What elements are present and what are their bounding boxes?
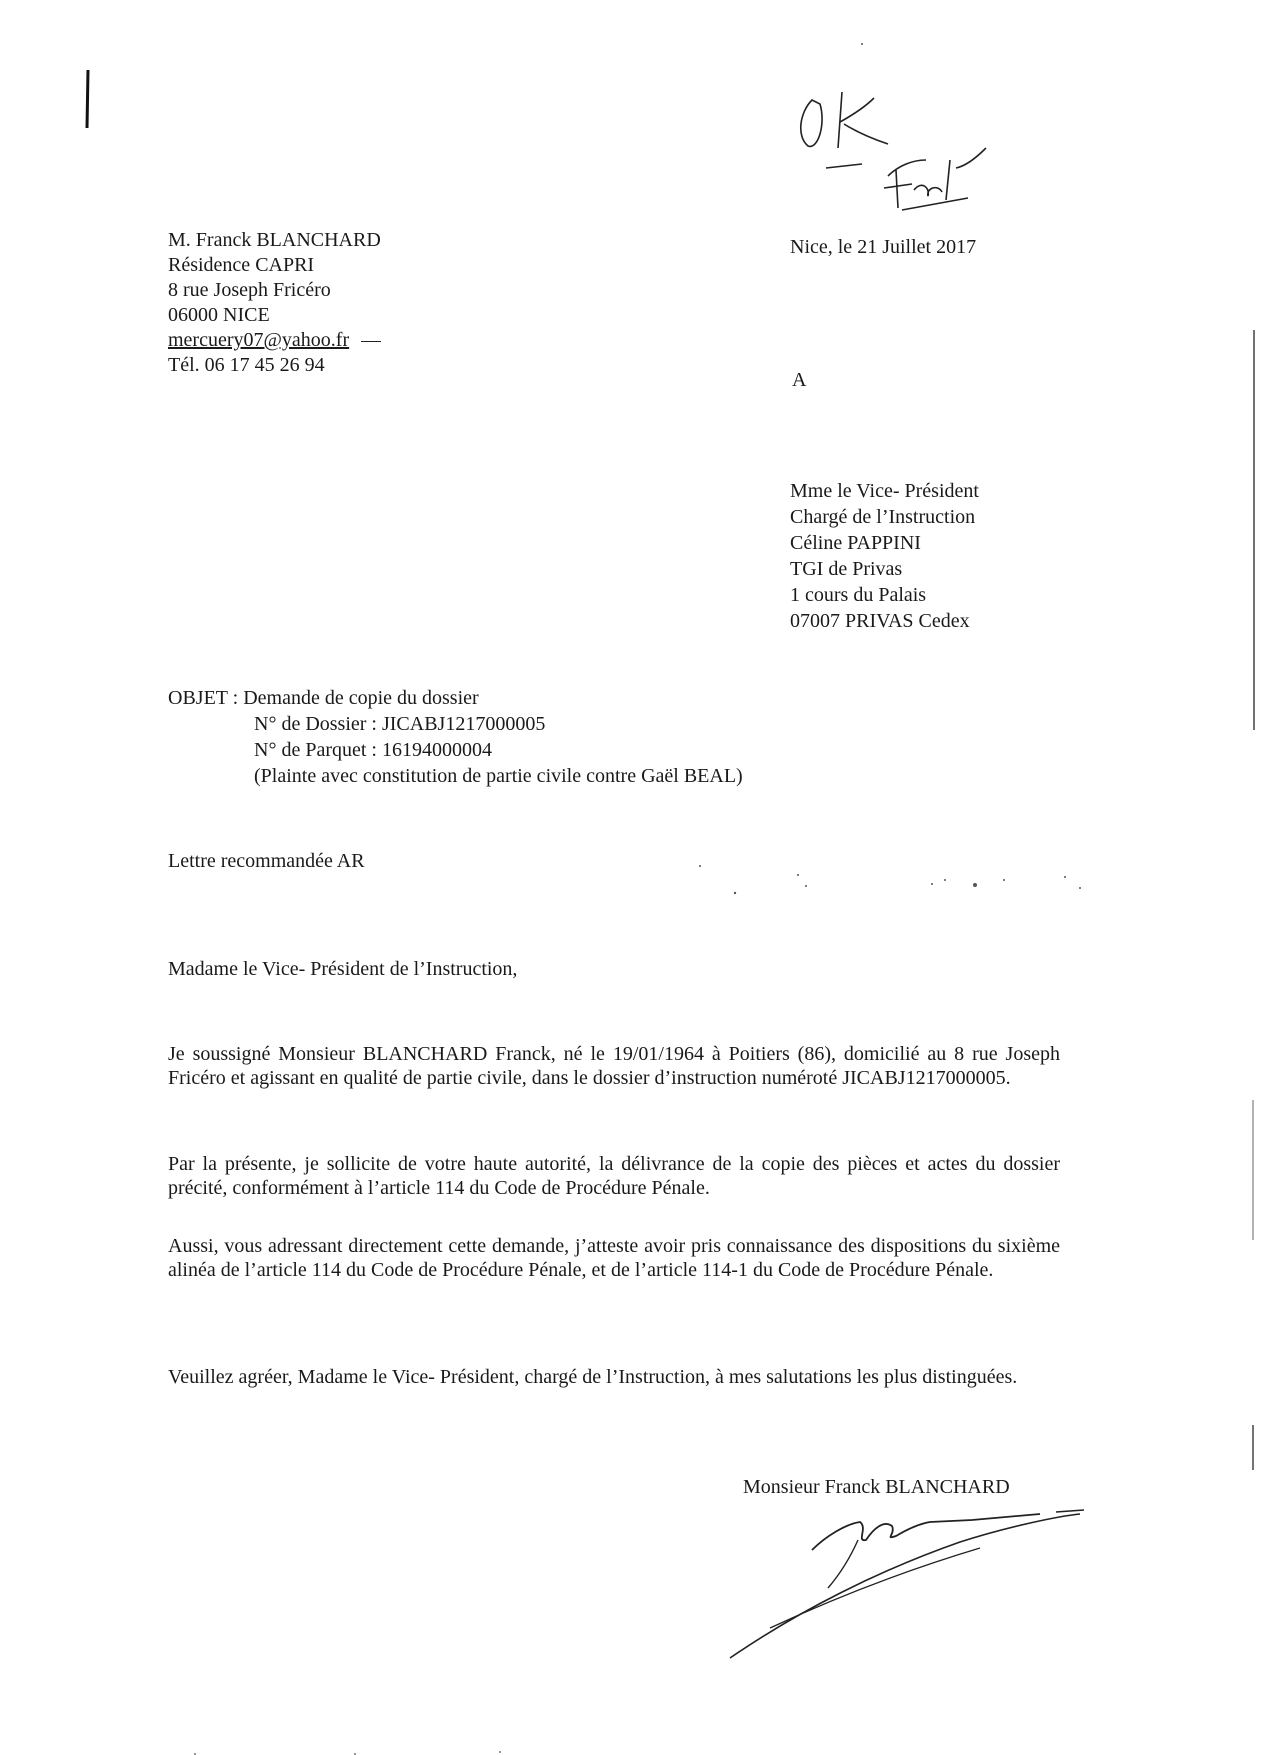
recipient-line-6: 07007 PRIVAS Cedex (790, 610, 970, 632)
to-label: A (792, 369, 807, 391)
sender-name: M. Franck BLANCHARD (168, 229, 381, 251)
paragraph-request: Par la présente, je sollicite de votre haute autorité, la délivrance de la copie des pièces et actes du dossier précité, conformément à l’article 114 du Code de Procédure Pénale. (168, 1153, 1060, 1199)
paragraph-identity: Je soussigné Monsieur BLANCHARD Franck, né le 19/01/1964 à Poitiers (86), domicilié au 8 rue Joseph Fricéro et agissant en qualité de partie civile, dans le dossier d’instruction numéroté JICABJ1217000005. (168, 1043, 1060, 1089)
sender-email[interactable]: mercuery07@yahoo.fr (168, 329, 350, 351)
salutation: Madame le Vice- Président de l’Instruction, (168, 958, 518, 980)
recipient-line-2: Chargé de l’Instruction (790, 506, 976, 528)
paragraph-closing: Veuillez agréer, Madame le Vice- Président, chargé de l’Instruction, à mes salutations les plus distinguées. (168, 1366, 1018, 1388)
recipient-line-1: Mme le Vice- Président (790, 480, 979, 502)
sender-residence: Résidence CAPRI (168, 254, 315, 276)
parquet-number: N° de Parquet : 16194000004 (254, 739, 492, 761)
sender-phone: Tél. 06 17 45 26 94 (168, 354, 325, 376)
plainte-note: (Plainte avec constitution de partie civile contre Gaël BEAL) (254, 765, 743, 787)
dossier-number: N° de Dossier : JICABJ1217000005 (254, 713, 546, 735)
recipient-line-4: TGI de Privas (790, 558, 903, 580)
registered-mail-note: Lettre recommandée AR (168, 850, 365, 872)
place-and-date: Nice, le 21 Juillet 2017 (790, 236, 977, 258)
paragraph-attestation: Aussi, vous adressant directement cette demande, j’atteste avoir pris connaissance des dispositions du sixième alinéa de l’article 114 du Code de Procédure Pénale, et de l’article 114-1 du Code de Procédure Pénale. (168, 1235, 1060, 1281)
sender-city: 06000 NICE (168, 304, 270, 326)
signer-name: Monsieur Franck BLANCHARD (743, 1476, 1010, 1498)
objet-label: OBJET : (168, 687, 244, 709)
recipient-line-3: Céline PAPPINI (790, 532, 921, 554)
sender-street: 8 rue Joseph Fricéro (168, 279, 331, 301)
recipient-line-5: 1 cours du Palais (790, 584, 927, 606)
objet-subject: Demande de copie du dossier (243, 687, 479, 709)
